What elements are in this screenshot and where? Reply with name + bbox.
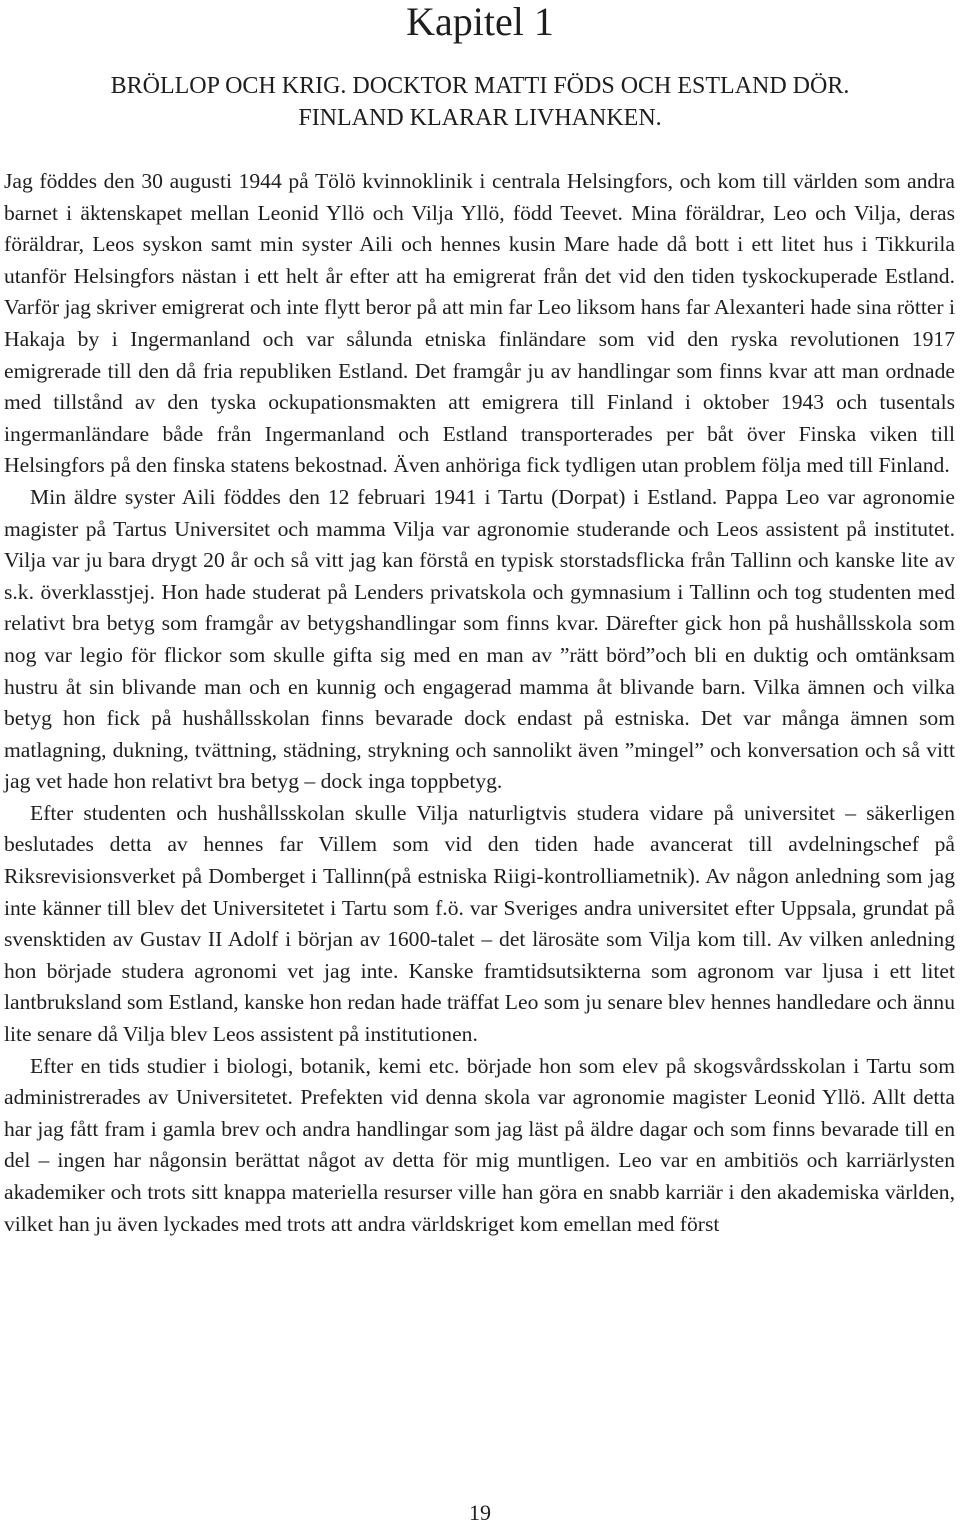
paragraph-3: Efter studenten och hushållsskolan skulle Vilja naturligtvis studera vidare på universitet – säkerligen beslutades detta av hennes far Villem som vid den tiden hade avancerat till avdelningschef på Riksrevisionsverket på Domberget i Tallinn(på estniska Riigi-kontrolliametnik). Av någon anledning som jag inte känner till blev det Universitetet i Tartu som f.ö. var Sveriges andra universitet efter Uppsala, grundat på svensktiden av Gustav II Adolf i början av 1600-talet – det lärosäte som Vilja kom till. Av vilken anledning hon började studera agronomi vet jag inte. Kanske framtidsutsikterna som agronom var ljusa i ett litet lantbruksland som Estland, kanske hon redan hade träffat Leo som ju senare blev hennes handledare och ännu lite senare då Vilja blev Leos assistent på institutionen. <box>4 800 955 1047</box>
paragraph-1: Jag föddes den 30 augusti 1944 på Tölö kvinnoklinik i centrala Helsingfors, och kom till världen som andra barnet i äktenskapet mellan Leonid Yllö och Vilja Yllö, född Teevet. Mina föräldrar, Leo och Vilja, deras föräldrar, Leos syskon samt min syster Aili och hennes kusin Mare hade då bott i ett litet hus i Tikkurila utanför Helsingfors nästan i ett helt år efter att ha emigrerat från det vid den tiden tyskockuperade Estland. Varför jag skriver emigrerat och inte flytt beror på att min far Leo liksom hans far Alexanteri hade sina rötter i Hakaja by i Ingermanland och var sålunda etniska finländare som vid den ryska revolutionen 1917 emigrerade till den då fria republiken Estland. Det framgår ju av handlingar som finns kvar att man ordnade med tillstånd av den tyska ockupationsmakten att emigrera till Finland i oktober 1943 och tusentals ingermanländare både från Ingermanland och Estland transporterades per båt över Finska viken till Helsingfors på den finska statens bekostnad. Även anhöriga fick tydligen utan problem följa med till Finland. <box>4 169 955 478</box>
page-number: 19 <box>469 1500 491 1525</box>
chapter-subtitle <box>0 70 960 134</box>
chapter-body <box>4 166 955 1240</box>
paragraph-4: Efter en tids studier i biologi, botanik, kemi etc. började hon som elev på skogsvårdsskolan i Tartu som administrerades av Universitetet. Prefekten vid denna skola var agronomie magister Leonid Yllö. Allt detta har jag fått fram i gamla brev och andra handlingar som jag läst på äldre dagar och som finns bevarade till en del – ingen har någonsin berättat något av detta för mig muntligen. Leo var en ambitiös och karriärlysten akademiker och trots sitt knappa materiella resurser ville han göra en snabb karriär i den akademiska världen, vilket han ju även lyckades med trots att andra världskriget kom emellan med först <box>4 1053 955 1236</box>
paragraph-2: Min äldre syster Aili föddes den 12 februari 1941 i Tartu (Dorpat) i Estland. Pappa Leo var agronomie magister på Tartus Universitet och mamma Vilja var agronomie studerande och Leos assistent på institutet. Vilja var ju bara drygt 20 år och så vitt jag kan förstå en typisk storstadsflicka från Tallinn och kanske lite av s.k. överklasstjej. Hon hade studerat på Lenders privatskola och gymnasium i Tallinn och tog studenten med relativt bra betyg som framgår av betygshandlingar som finns kvar. Därefter gick hon på hushållsskola som nog var legio för flickor som skulle gifta sig med en man av ”rätt börd”och bli en duktig och omtänksam hustru åt sin blivande man och en kunnig och engagerad mamma åt blivande barn. Vilka ämnen och vilka betyg hon fick på hushållsskolan finns bevarade dock endast på estniska. Det var många ämnen som matlagning, dukning, tvättning, städning, strykning och sannolikt även ”mingel” och konversation och så vitt jag vet hade hon relativt bra betyg – dock inga toppbetyg. <box>4 484 955 794</box>
chapter-subtitle-line-1: BRÖLLOP OCH KRIG. DOCKTOR MATTI FÖDS OCH ESTLAND DÖR. <box>110 73 850 99</box>
chapter-subtitle-line-2: FINLAND KLARAR LIVHANKEN. <box>298 105 662 131</box>
chapter-title: Kapitel 1 <box>406 0 554 44</box>
